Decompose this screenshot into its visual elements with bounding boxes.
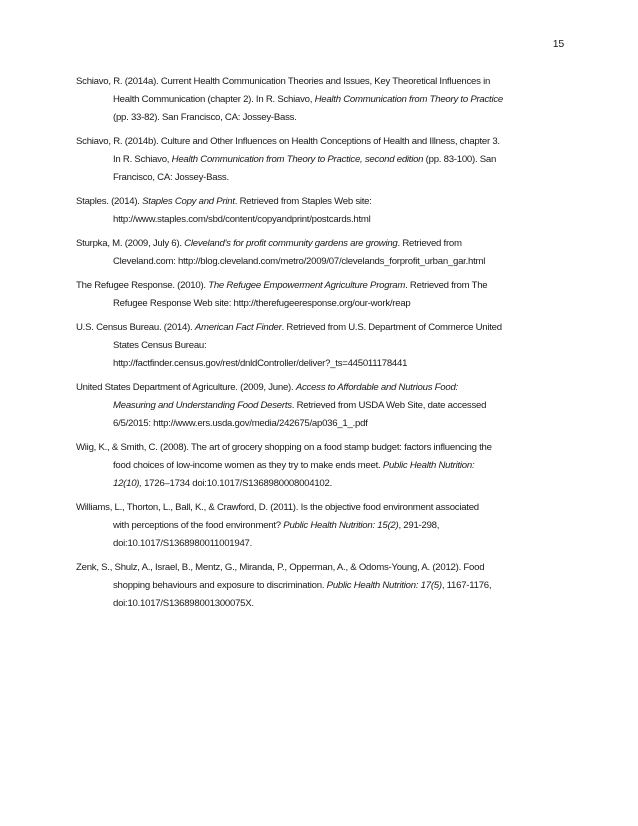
reference-continuation-line <box>76 109 572 127</box>
reference-continuation-line <box>76 169 572 187</box>
reference-continuation-line <box>76 535 572 553</box>
reference-first-line <box>76 73 572 91</box>
reference-entry <box>76 133 572 187</box>
reference-entry <box>76 235 572 271</box>
reference-text: with perceptions of the food environment? <box>113 520 284 531</box>
reference-list <box>76 73 572 619</box>
reference-text: Schiavo, R. (2014b). Culture and Other Influences on Health Conceptions of Health and Illness, chapter 3. <box>76 136 500 147</box>
reference-continuation-line <box>76 397 572 415</box>
reference-text: . Retrieved from The <box>405 280 488 291</box>
page-number: 15 <box>552 38 564 50</box>
reference-continuation-line <box>76 91 572 109</box>
reference-first-line <box>76 499 572 517</box>
reference-continuation-line <box>76 517 572 535</box>
reference-first-line <box>76 193 572 211</box>
reference-text: 6/5/2015: http://www.ers.usda.gov/media/242675/ap036_1_.pdf <box>113 418 368 429</box>
reference-entry <box>76 277 572 313</box>
italic-title-text: Health Communication from Theory to Practice, second edition <box>171 154 424 165</box>
reference-continuation-line <box>76 211 572 229</box>
reference-first-line <box>76 277 572 295</box>
reference-entry <box>76 193 572 229</box>
reference-first-line <box>76 133 572 151</box>
italic-title-text: Public Health Nutrition: 15(2) <box>283 520 399 531</box>
reference-text: 1726–1734 doi:10.1017/S1368980008004102. <box>141 478 333 489</box>
reference-text: Schiavo, R. (2014a). Current Health Communication Theories and Issues, Key Theoretical Influences in <box>76 76 491 87</box>
reference-text: . Retrieved from U.S. Department of Commerce United <box>281 322 502 333</box>
reference-text: http://factfinder.census.gov/rest/dnldController/deliver?_ts=445011178441 <box>113 358 408 369</box>
reference-text: Wiig, K., & Smith, C. (2008). The art of grocery shopping on a food stamp budget: factors influencing the <box>76 442 492 453</box>
reference-text: U.S. Census Bureau. (2014). <box>76 322 195 333</box>
reference-text: http://www.staples.com/sbd/content/copyandprint/postcards.html <box>113 214 371 225</box>
italic-title-text: Public Health Nutrition: <box>382 460 475 471</box>
reference-text: The Refugee Response. (2010). <box>76 280 209 291</box>
italic-title-text: Access to Affordable and Nutrious Food: <box>295 382 458 393</box>
italic-title-text: 12(10), <box>113 478 142 489</box>
reference-text: Staples. (2014). <box>76 196 143 207</box>
reference-text: Zenk, S., Shulz, A., Israel, B., Mentz, G., Miranda, P., Opperman, A., & Odoms-Young, A. (2012). Food <box>76 562 485 573</box>
reference-entry <box>76 73 572 127</box>
reference-text: . Retrieved from Staples Web site: <box>234 196 372 207</box>
reference-text: Francisco, CA: Jossey-Bass. <box>113 172 229 183</box>
reference-text: , 291-298, <box>398 520 440 531</box>
reference-text: Health Communication (chapter 2). In R. Schiavo, <box>113 94 315 105</box>
reference-text: Cleveland.com: http://blog.cleveland.com/metro/2009/07/clevelands_forprofit_urban_gar.html <box>113 256 486 267</box>
reference-first-line <box>76 235 572 253</box>
reference-text: shopping behaviours and exposure to discrimination. <box>113 580 327 591</box>
reference-text: . Retrieved from USDA Web Site, date accessed <box>291 400 487 411</box>
italic-title-text: Public Health Nutrition: 17(5) <box>326 580 442 591</box>
reference-text: States Census Bureau: <box>113 340 207 351</box>
reference-continuation-line <box>76 475 572 493</box>
reference-continuation-line <box>76 457 572 475</box>
reference-first-line <box>76 439 572 457</box>
reference-continuation-line <box>76 577 572 595</box>
reference-first-line <box>76 379 572 397</box>
reference-continuation-line <box>76 151 572 169</box>
reference-continuation-line <box>76 415 572 433</box>
reference-continuation-line <box>76 355 572 373</box>
reference-text: , 1167-1176, <box>441 580 492 591</box>
reference-entry <box>76 559 572 613</box>
reference-first-line <box>76 559 572 577</box>
italic-title-text: Staples Copy and Print <box>142 196 235 207</box>
italic-title-text: Cleveland's for profit community gardens are growing <box>184 238 398 249</box>
reference-text: . Retrieved from <box>397 238 462 249</box>
italic-title-text: American Fact Finder <box>194 322 282 333</box>
reference-text: Williams, L., Thorton, L., Ball, K., & Crawford, D. (2011). Is the objective food environment associated <box>76 502 479 513</box>
reference-text: doi:10.1017/S136898001300075X. <box>113 598 254 609</box>
reference-continuation-line <box>76 295 572 313</box>
reference-text: doi:10.1017/S1368980011001947. <box>113 538 253 549</box>
reference-entry <box>76 379 572 433</box>
reference-continuation-line <box>76 337 572 355</box>
italic-title-text: The Refugee Empowerment Agriculture Program <box>208 280 406 291</box>
reference-first-line <box>76 319 572 337</box>
reference-continuation-line <box>76 253 572 271</box>
reference-entry <box>76 499 572 553</box>
reference-text: food choices of low-income women as they try to make ends meet. <box>113 460 383 471</box>
reference-text: (pp. 33-82). San Francisco, CA: Jossey-Bass. <box>113 112 297 123</box>
reference-text: United States Department of Agriculture. (2009, June). <box>76 382 296 393</box>
reference-text: In R. Schiavo, <box>113 154 172 165</box>
reference-text: Sturpka, M. (2009, July 6). <box>76 238 185 249</box>
italic-title-text: Health Communication from Theory to Practice <box>314 94 503 105</box>
reference-text: (pp. 83-100). San <box>423 154 497 165</box>
reference-entry <box>76 319 572 373</box>
reference-entry <box>76 439 572 493</box>
reference-text: Refugee Response Web site: http://therefugeeresponse.org/our-work/reap <box>113 298 411 309</box>
reference-continuation-line <box>76 595 572 613</box>
italic-title-text: Measuring and Understanding Food Deserts <box>113 400 292 411</box>
